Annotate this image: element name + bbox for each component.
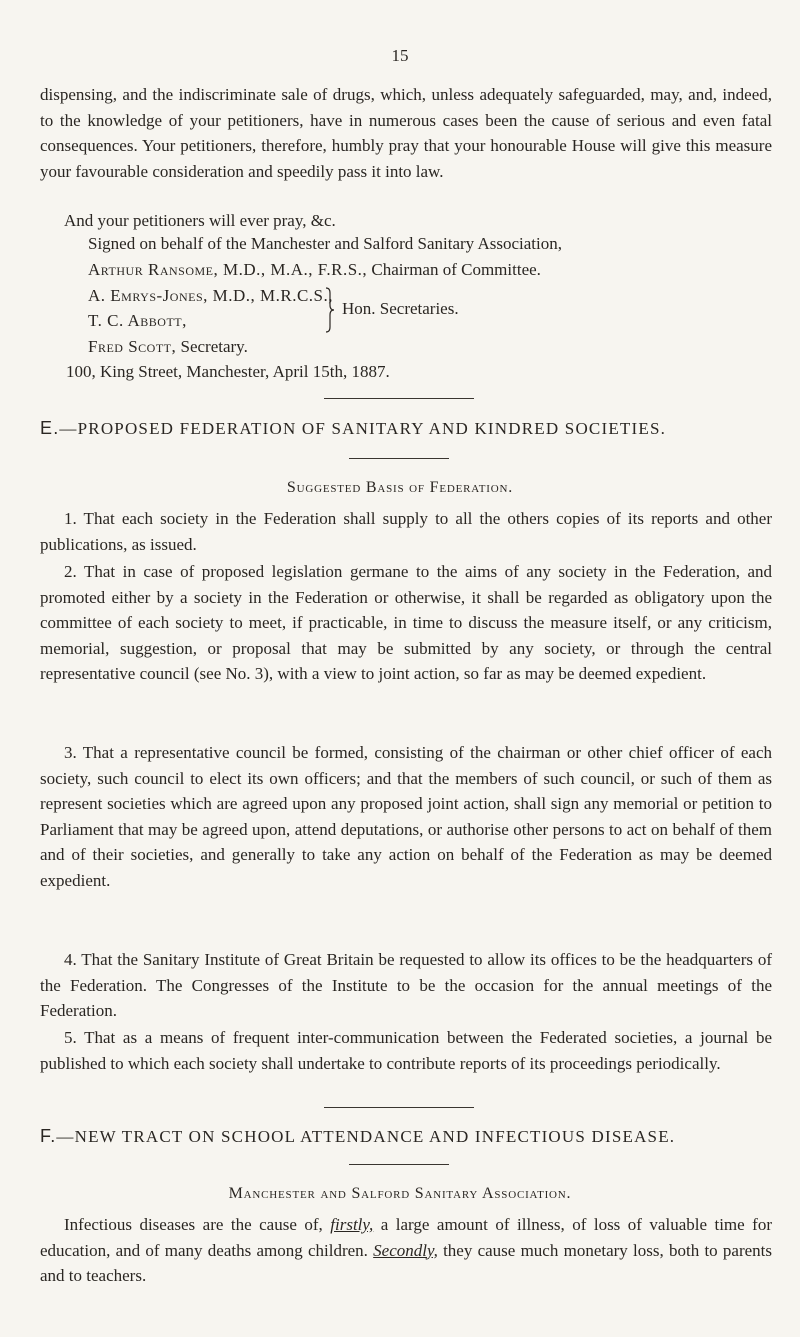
section-e-letter: E.	[40, 418, 60, 438]
section-f-paragraph	[40, 1212, 772, 1289]
section-e-title: —PROPOSED FEDERATION OF SANITARY AND KINDRED SOCIETIES.	[59, 419, 667, 438]
section-f-firstly: firstly,	[330, 1215, 374, 1234]
address-date: 100, King Street, Manchester, April 15th, 1887.	[66, 362, 390, 381]
section-f-text-end: they cause much monetary loss, both to parents and to teachers.	[40, 1240, 772, 1285]
hon-secretaries-role: Hon. Secretaries.	[342, 299, 459, 318]
federation-item-1: 1. That each society in the Federation shall supply to all the others copies of its reports and other publications, as issued.	[40, 509, 772, 554]
petition-closing-paragraph: dispensing, and the indiscriminate sale of drugs, which, unless adequately safeguarded, may, and, indeed, to the knowledge of your petitioners, have in numerous cases been the cause of serious and even fatal consequences. Your petitioners, therefore, humbly pray that your honourable House will give this measure your favourable consideration and speedily pass it into law.	[40, 85, 772, 181]
hon-secretary-1: A. Emrys-Jones, M.D., M.R.C.S.,	[88, 286, 334, 305]
section-f-text-before: Infectious diseases are the cause of,	[64, 1215, 323, 1234]
section-f-subheading: Manchester and Salford Sanitary Association.	[228, 1185, 572, 1202]
section-e-subheading: Suggested Basis of Federation.	[286, 479, 514, 496]
hon-secretary-2: T. C. Abbott,	[88, 311, 187, 330]
divider-rule	[324, 1107, 474, 1108]
signed-on-behalf-line: Signed on behalf of the Manchester and Salford Sanitary Association,	[88, 234, 562, 253]
divider-rule	[349, 1164, 449, 1165]
curly-brace-icon	[325, 287, 335, 333]
chairman-role: Chairman of Committee.	[371, 260, 541, 279]
chairman-name: Arthur Ransome, M.D., M.A., F.R.S.,	[88, 260, 368, 279]
divider-rule	[324, 398, 474, 399]
secretary-line	[88, 337, 248, 357]
federation-item-4: 4. That the Sanitary Institute of Great Britain be requested to allow its offices to be the headquarters of the Federation. The Congresses of the Institute to be the occasion for the annual meetings of the Federation.	[40, 950, 772, 1020]
secretary-name: Fred Scott,	[88, 337, 177, 356]
petition-pray-line: And your petitioners will ever pray, &c.	[64, 211, 336, 230]
section-f-heading	[40, 1126, 772, 1147]
section-f-text-middle: a large amount of illness, of loss of valuable time for education, and of many deaths among children.	[40, 1215, 773, 1260]
section-f-title: —NEW TRACT ON SCHOOL ATTENDANCE AND INFECTIOUS DISEASE.	[56, 1127, 676, 1146]
secretary-role: Secretary.	[180, 337, 248, 356]
divider-rule	[349, 458, 449, 459]
section-e-heading	[40, 418, 772, 439]
chairman-line	[88, 260, 541, 280]
section-f-secondly: Secondly,	[373, 1240, 438, 1260]
federation-item-3: 3. That a representative council be formed, consisting of the chairman or other chief officer of each society, such council to elect its own officers; and that the members of such council, or such of them as represent societies which are agreed upon any proposed joint action, shall sign any memorial or petition to Parliament that may be agreed upon, attend deputations, or authorise other persons to act on behalf of them and of their societies, and generally to take any action on behalf of the Federation as may be deemed expedient.	[40, 743, 772, 890]
federation-item-5: 5. That as a means of frequent inter-communication between the Federated societies, a journal be published to which each society shall undertake to contribute reports of its proceedings periodically.	[40, 1028, 772, 1073]
section-f-letter: F.	[40, 1126, 57, 1146]
page-number: 15	[391, 46, 409, 65]
federation-item-2: 2. That in case of proposed legislation germane to the aims of any society in the Federation, and promoted either by a society in the Federation or otherwise, it shall be regarded as obligatory upon the committee of each society to meet, if practicable, in time to discuss the measure itself, or any criticism, memorial, suggestion, or proposal that may be submitted by any society, or through the central representative council (see No. 3), with a view to joint action, so far as may be deemed expedient.	[40, 562, 772, 683]
